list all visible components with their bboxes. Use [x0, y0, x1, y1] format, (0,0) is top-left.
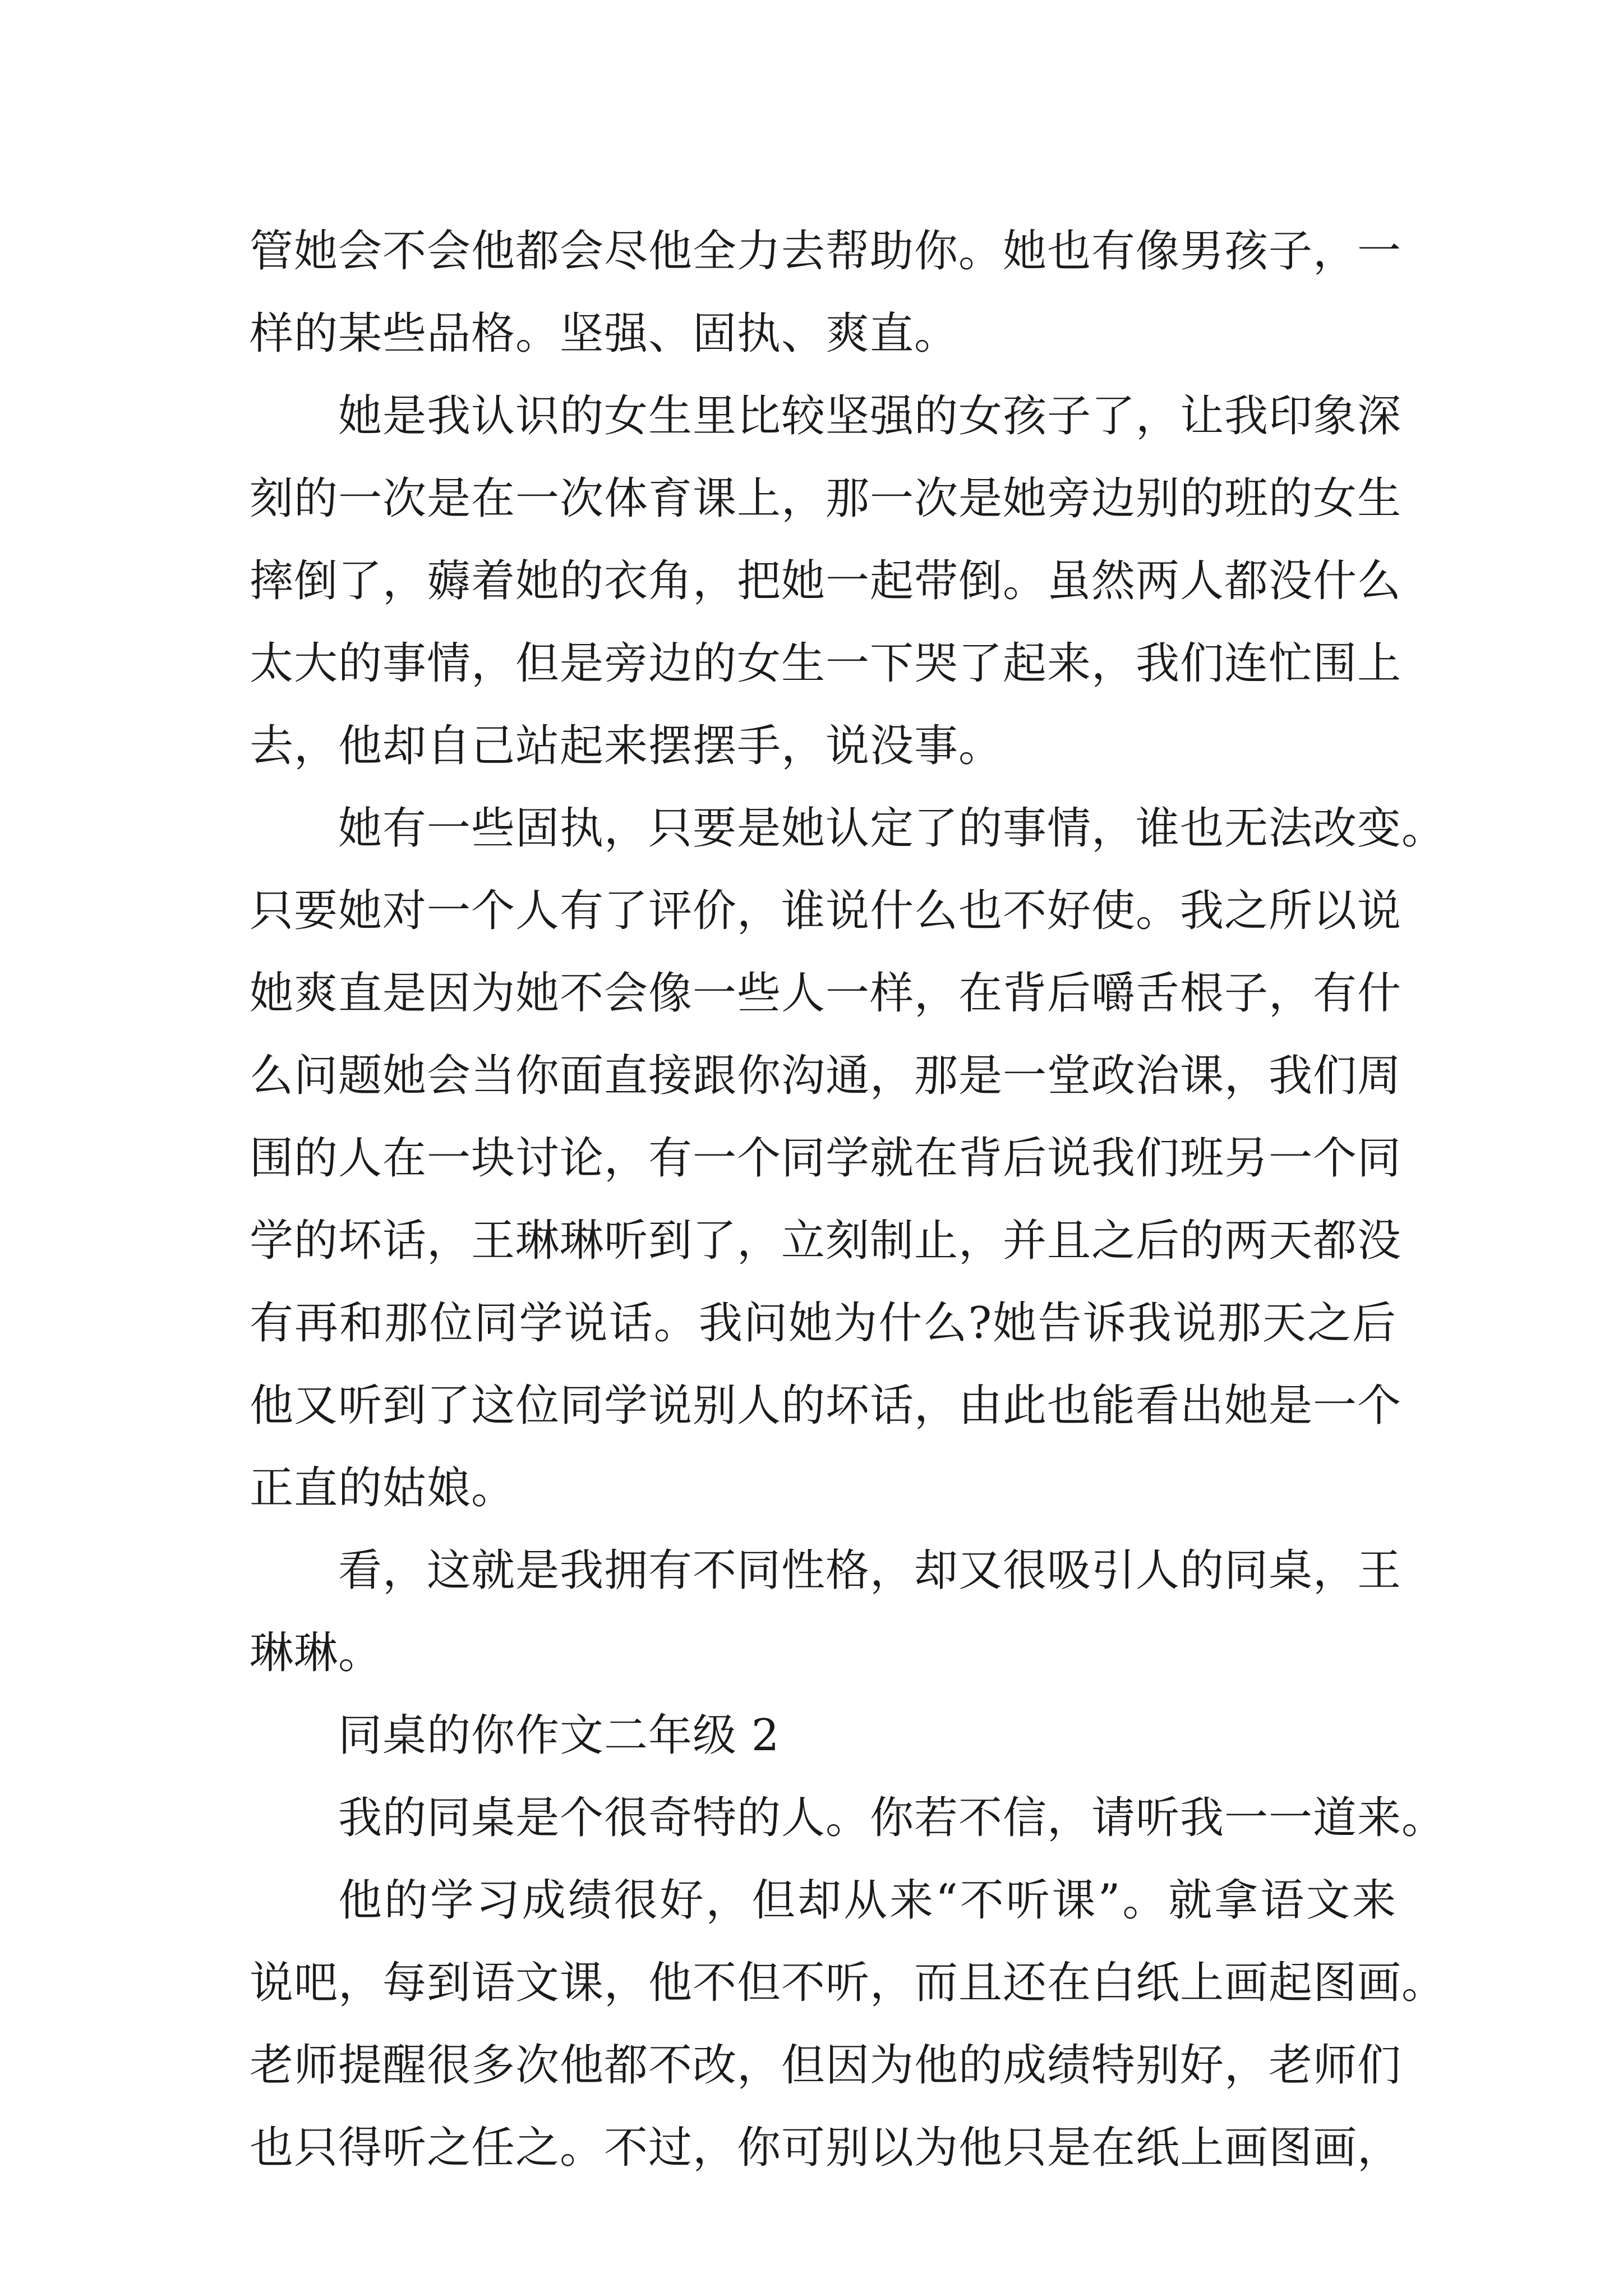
text-line: 同桌的你作文二年级 2: [338, 1710, 780, 1761]
text-line: 她有一些固执，只要是她认定了的事情，谁也无法改变。: [338, 803, 1446, 854]
text-line: 她爽直是因为她不会像一些人一样，在背后嚼舌根子，有什: [250, 968, 1402, 1019]
text-line: 有再和那位同学说话。我问她为什么?她告诉我说那天之后: [250, 1298, 1396, 1349]
text-line: 摔倒了，薅着她的衣角，把她一起带倒。虽然两人都没什么: [250, 556, 1402, 606]
text-line: 也只得听之任之。不过，你可别以为他只是在纸上画图画，: [250, 2123, 1402, 2173]
text-line: 只要她对一个人有了评价，谁说什么也不好使。我之所以说: [250, 886, 1402, 936]
text-line: 学的坏话，王琳琳听到了，立刻制止，并且之后的两天都没: [250, 1216, 1402, 1266]
text-line: 看，这就是我拥有不同性格，却又很吸引人的同桌，王: [338, 1545, 1402, 1596]
text-line: 他的学习成绩很好，但却从来“不听课”。就拿语文来: [338, 1875, 1396, 1926]
text-line: 围的人在一块讨论，有一个同学就在背后说我们班另一个同: [250, 1133, 1402, 1184]
text-line: 太大的事情，但是旁边的女生一下哭了起来，我们连忙围上: [250, 638, 1402, 689]
text-line: 他又听到了这位同学说别人的坏话，由此也能看出她是一个: [250, 1381, 1402, 1431]
text-line: 去，他却自己站起来摆摆手，说没事。: [250, 721, 1003, 771]
text-line: 老师提醒很多次他都不改，但因为他的成绩特别好，老师们: [250, 2040, 1402, 2091]
text-line: 说吧，每到语文课，他不但不听，而且还在白纸上画起图画。: [250, 1958, 1446, 2008]
text-line: 她是我认识的女生里比较坚强的女孩子了，让我印象深: [338, 391, 1402, 441]
text-line: 琳琳。: [250, 1628, 383, 1678]
text-line: 样的某些品格。坚强、固执、爽直。: [250, 309, 959, 359]
text-line: 管她会不会他都会尽他全力去帮助你。她也有像男孩子，一: [250, 226, 1402, 277]
text-line: 刻的一次是在一次体育课上，那一次是她旁边别的班的女生: [250, 473, 1402, 524]
document-body: [250, 210, 1446, 2189]
text-line: 我的同桌是个很奇特的人。你若不信，请听我一一道来。: [338, 1793, 1446, 1843]
text-line: 正直的姑娘。: [250, 1463, 516, 1513]
text-line: 么问题她会当你面直接跟你沟通，那是一堂政治课，我们周: [250, 1051, 1402, 1101]
